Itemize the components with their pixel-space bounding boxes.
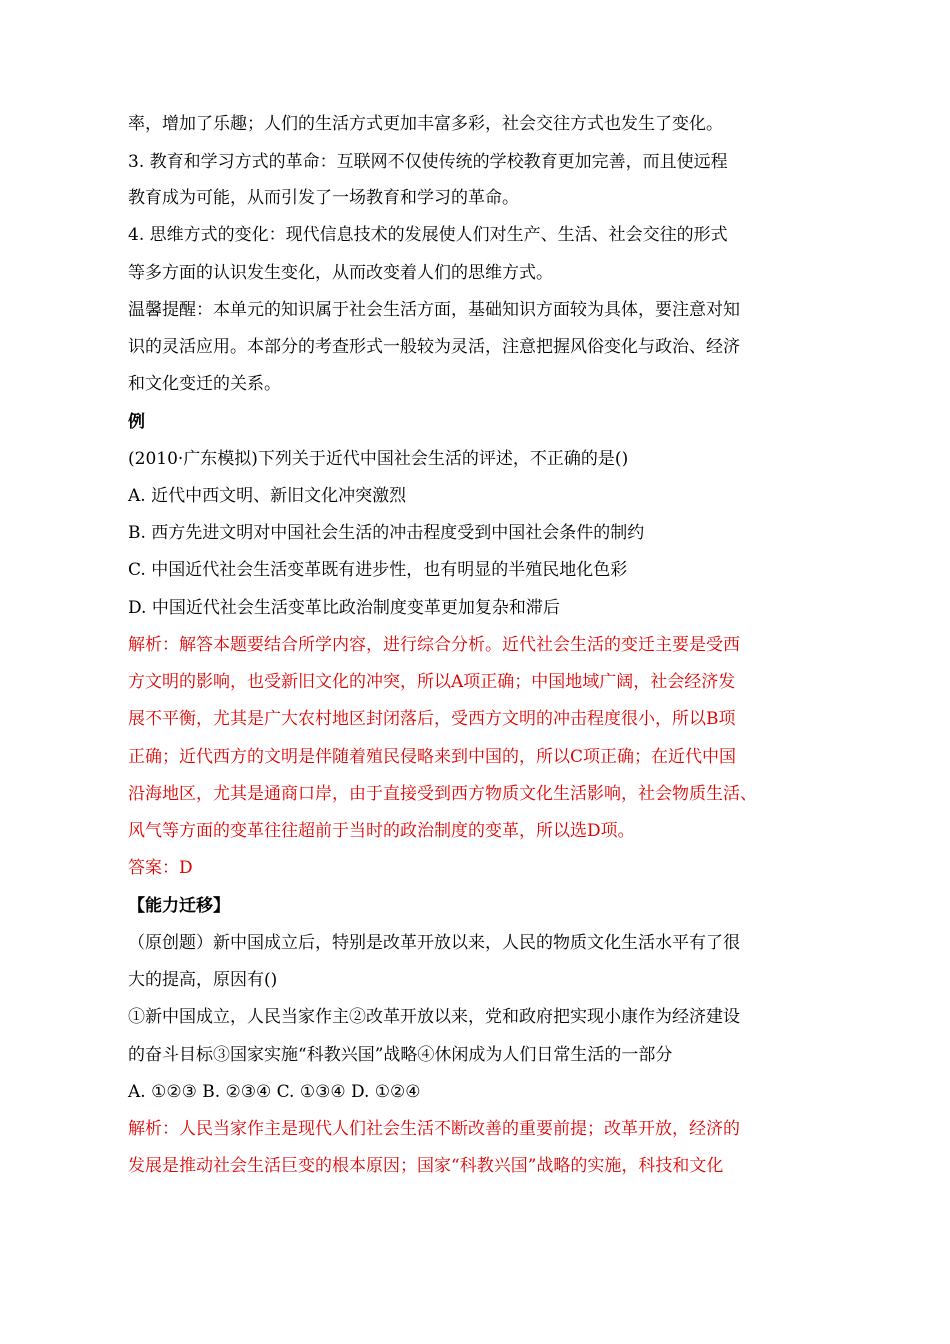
text-line: 展不平衡，尤其是广大农村地区封闭落后，受西方文明的冲击程度很小，所以B项 [128,709,736,729]
text-line: A. ①②③ B. ②③④ C. ①③④ D. ①②④ [128,1082,421,1102]
text-line: 和文化变迁的关系。 [128,374,281,394]
text-line: ①新中国成立，人民当家作主②改革开放以来，党和政府把实现小康作为经济建设 [128,1007,740,1027]
text-line: 教育成为可能，从而引发了一场教育和学习的革命。 [128,188,519,208]
text-line: 风气等方面的变革往往超前于当时的政治制度的变革，所以选D项。 [128,821,635,841]
text-line: 等多方面的认识发生变化，从而改变着人们的思维方式。 [128,263,553,283]
text-line: B. 西方先进文明对中国社会生活的冲击程度受到中国社会条件的制约 [128,523,645,543]
text-line: 正确；近代西方的文明是伴随着殖民侵略来到中国的，所以C项正确；在近代中国 [128,747,737,767]
text-line: (2010·广东模拟)下列关于近代中国社会生活的评述，不正确的是() [128,449,629,469]
text-line: 温馨提醒：本单元的知识属于社会生活方面，基础知识方面较为具体，要注意对知 [128,300,740,320]
text-line: 答案：D [128,858,193,878]
text-line: （原创题）新中国成立后，特别是改革开放以来，人民的物质文化生活水平有了很 [128,933,740,953]
text-line: 例 [128,412,145,432]
text-line: 解析：解答本题要结合所学内容，进行综合分析。近代社会生活的变迁主要是受西 [128,635,740,655]
text-line: 沿海地区，尤其是通商口岸，由于直接受到西方物质文化生活影响，社会物质生活、 [128,784,757,804]
text-line: 的奋斗目标③国家实施“科教兴国”战略④休闲成为人们日常生活的一部分 [128,1045,673,1065]
text-line: 率，增加了乐趣；人们的生活方式更加丰富多彩，社会交往方式也发生了变化。 [128,114,723,134]
text-line: 方文明的影响，也受新旧文化的冲突，所以A项正确；中国地域广阔，社会经济发 [128,672,736,692]
text-line: 【能力迁移】 [128,896,230,916]
text-line: A. 近代中西文明、新旧文化冲突激烈 [128,486,407,506]
text-line: 发展是推动社会生活巨变的根本原因；国家“科教兴国”战略的实施，科技和文化 [128,1156,724,1176]
text-line: 3. 教育和学习方式的革命：互联网不仅使传统的学校教育更加完善，而且使远程 [128,152,728,172]
text-line: 识的灵活应用。本部分的考查形式一般较为灵活，注意把握风俗变化与政治、经济 [128,337,740,357]
text-line: D. 中国近代社会生活变革比政治制度变革更加复杂和滞后 [128,598,560,618]
text-line: 4. 思维方式的变化：现代信息技术的发展使人们对生产、生活、社会交往的形式 [128,225,728,245]
text-line: 解析：人民当家作主是现代人们社会生活不断改善的重要前提；改革开放，经济的 [128,1119,740,1139]
text-line: C. 中国近代社会生活变革既有进步性，也有明显的半殖民地化色彩 [128,560,628,580]
text-line: 大的提高，原因有() [128,970,278,990]
